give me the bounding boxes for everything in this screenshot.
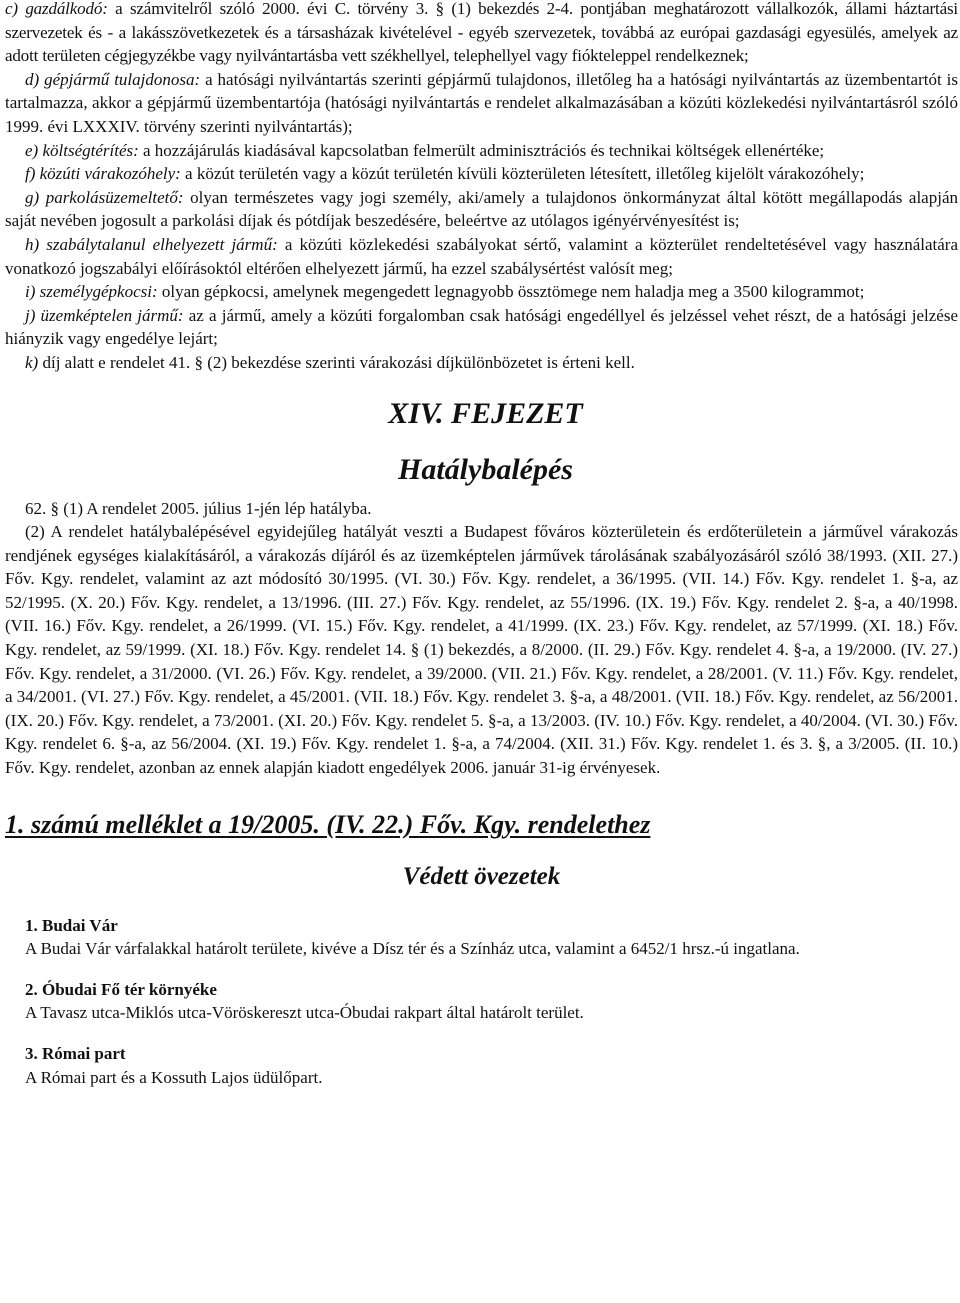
section-paragraph-1: 62. § (1) A rendelet 2005. július 1-jén lép hatályba. <box>25 498 372 518</box>
zone-description: A Római part és a Kossuth Lajos üdülőpart. <box>25 1067 323 1087</box>
zone-item <box>5 1042 958 1089</box>
definition-text: a számvitelről szóló 2000. évi C. törvény 3. § (1) bekezdés 2-4. pontjában meghatározott vállalkozók, állami háztartási szervezetek és - a lakásszövetkezetek és a társasházak kivételével - egyéb szervezetek, továbbá az európai gazdasági egyesülés, amelyek az adott területen cégjegyzékbe vagy nyilvántartásba vett székhellyel, telephellyel vagy fiókteleppel rendelkeznek; <box>5 0 958 66</box>
chapter-title: Hatálybalépés <box>398 452 573 486</box>
definition-text: a hatósági nyilvántartás szerinti gépjármű tulajdonos, illetőleg ha a hatósági nyilvántartás az üzembentartót is tartalmazza, akkor a gépjármű üzembentartója (hatósági nyilvántartás e rendelet alkalmazásában a közúti közlekedési nyilvántartásról szóló 1999. évi LXXXIV. törvény szerinti nyilvántartás); <box>5 69 958 136</box>
definition-item <box>5 280 958 304</box>
protected-zones-list <box>5 914 958 1090</box>
zone-name: 1. Budai Vár <box>25 915 118 935</box>
definition-label: e) költségtérítés: <box>25 140 139 160</box>
definition-text: a közút területén vagy a közút területén kívüli közterületen létesített, illetőleg kijelölt várakozóhely; <box>180 164 865 184</box>
zone-name: 2. Óbudai Fő tér környéke <box>25 979 217 999</box>
definition-label: h) szabálytalanul elhelyezett jármű: <box>25 234 278 254</box>
definition-item <box>5 233 958 280</box>
definition-label: f) közúti várakozóhely: <box>25 164 181 184</box>
definition-text: a közúti közlekedési szabályokat sértő, valamint a közterület rendeltetésével vagy használatára vonatkozó jogszabályi előírásoktól eltérően elhelyezett jármű, ha ezzel szabálysértést valósít meg; <box>5 234 958 278</box>
section-62 <box>5 497 958 780</box>
definition-item <box>5 139 958 163</box>
definition-label: c) gazdálkodó: <box>5 0 108 18</box>
definition-text: olyan gépkocsi, amelynek megengedett legnagyobb össztömege nem haladja meg a 3500 kilogrammot; <box>157 282 865 302</box>
definition-label: k) <box>25 352 39 372</box>
definitions-list <box>5 0 958 375</box>
definition-item <box>5 162 958 186</box>
definition-label: g) parkolásüzemeltető: <box>25 187 184 207</box>
zone-description: A Budai Vár várfalakkal határolt területe, kivéve a Dísz tér és a Színház utca, valamint a 6452/1 hrsz.-ú ingatlana. <box>25 939 800 959</box>
definition-text: díj alatt e rendelet 41. § (2) bekezdése szerinti várakozási díjkülönbözetet is érteni kell. <box>38 352 635 372</box>
definition-item <box>5 304 958 351</box>
definition-item <box>5 186 958 233</box>
zone-item <box>5 914 958 961</box>
annex-subtitle: Védett övezetek <box>402 862 561 890</box>
definition-item <box>5 68 958 139</box>
definition-item <box>5 351 958 375</box>
annex-title: 1. számú melléklet a 19/2005. (IV. 22.) Főv. Kgy. rendelethez <box>5 809 651 839</box>
definition-label: i) személygépkocsi: <box>25 282 158 302</box>
document-page <box>5 0 958 1089</box>
definition-text: olyan természetes vagy jogi személy, aki/amely a tulajdonos önkormányzat által kötött megállapodás alapján saját nevében jogosult a parkolási díjak és pótdíjak beszedésére, beleértve az utólagos igényérvényesítést is; <box>5 187 958 231</box>
definition-label: d) gépjármű tulajdonosa: <box>25 69 201 89</box>
definition-item <box>5 0 958 68</box>
definition-text: a hozzájárulás kiadásával kapcsolatban felmerült adminisztrációs és technikai költségek ellenértéke; <box>138 140 825 160</box>
section-paragraph-2: (2) A rendelet hatálybalépésével egyidejűleg hatályát veszti a Budapest főváros közterületein és erdőterületein a járművel várakozás rendjének egységes kialakításáról, a várakozás díjáról és az üzemképtelen járművek tárolásának szabályozásáról szóló 38/1993. (XII. 27.) Főv. Kgy. rendelet, valamint az azt módosító 30/1995. (VI. 30.) Főv. Kgy. rendelet, a 36/1995. (VII. 14.) Főv. Kgy. rendelet 1. §-a, az 52/1995. (X. 20.) Főv. Kgy. rendelet, a 13/1996. (III. 27.) Főv. Kgy. rendelet, az 55/1996. (IX. 19.) Főv. Kgy. rendelet 2. §-a, a 40/1998. (VII. 16.) Főv. Kgy. rendelet, a 26/1999. (VI. 15.) Főv. Kgy. rendelet, a 41/1999. (IX. 23.) Főv. Kgy. rendelet, az 57/1999. (XI. 18.) Főv. Kgy. rendelet, az 59/1999. (XI. 18.) Főv. Kgy. rendelet 14. § (1) bekezdés, a 8/2000. (II. 29.) Főv. Kgy. rendelet 4. §-a, a 19/2000. (IV. 27.) Főv. Kgy. rendelet, a 31/2000. (VI. 26.) Főv. Kgy. rendelet, a 39/2000. (VII. 21.) Főv. Kgy. rendelet, a 28/2001. (V. 11.) Főv. Kgy. rendelet, a 34/2001. (VI. 27.) Főv. Kgy. rendelet, a 45/2001. (VII. 18.) Főv. Kgy. rendelet 3. §-a, a 48/2001. (VII. 18.) Főv. Kgy. rendelet, az 56/2001. (IX. 20.) Főv. Kgy. rendelet, a 73/2001. (XI. 20.) Főv. Kgy. rendelet 5. §-a, a 13/2003. (IV. 10.) Főv. Kgy. rendelet, a 40/2004. (VI. 30.) Főv. Kgy. rendelet 6. §-a, az 56/2004. (XI. 19.) Főv. Kgy. rendelet 1. §-a, a 74/2004. (XII. 31.) Főv. Kgy. rendelet 1. és 3. §, a 3/2005. (II. 10.) Főv. Kgy. rendelet, azonban az ennek alapján kiadott engedélyek 2006. január 31-ig érvényesek. <box>5 522 958 778</box>
definition-text: az a jármű, amely a közúti forgalomban csak hatósági engedéllyel és jelzéssel vehet részt, de a hatósági jelzése hiányzik vagy engedélye lejárt; <box>5 305 958 349</box>
zone-description: A Tavasz utca-Miklós utca-Vöröskereszt utca-Óbudai rakpart által határolt terület. <box>25 1003 584 1023</box>
chapter-number: XIV. FEJEZET <box>388 396 583 430</box>
zone-name: 3. Római part <box>25 1044 126 1063</box>
definition-label: j) üzemképtelen jármű: <box>25 305 184 325</box>
zone-item <box>5 978 958 1025</box>
